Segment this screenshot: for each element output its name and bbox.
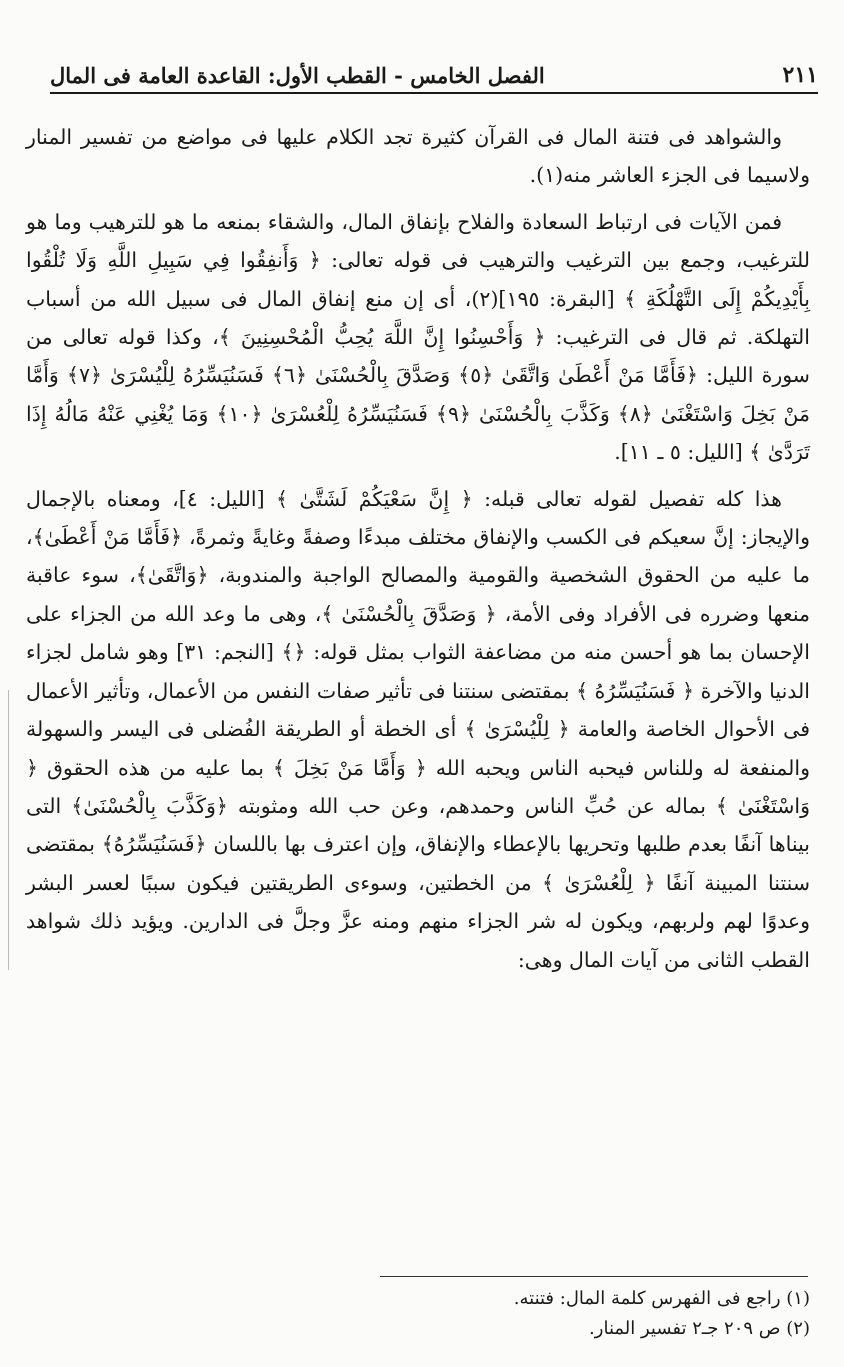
- paragraph-verses: فمن الآيات فى ارتباط السعادة والفلاح بإنفاق المال، والشقاء بمنعه ما هو للترهيب وما هو للترغيب، وجمع بين الترغيب والترهيب فى قوله تعالى: ﴿ وَأَنفِقُوا فِي سَبِيلِ اللَّهِ وَلَا تُلْقُوا بِأَيْدِيكُمْ إِلَى التَّهْلُكَةِ ﴾ [البقرة: ١٩٥](٢)، أى إن منع إنفاق المال فى سبيل الله من أسباب التهلكة. ثم قال فى الترغيب: ﴿ وَأَحْسِنُوا إِنَّ اللَّهَ يُحِبُّ الْمُحْسِنِينَ ﴾، وكذا قوله تعالى من سورة الليل: ﴿فَأَمَّا مَنْ أَعْطَىٰ وَاتَّقَىٰ ﴿٥﴾ وَصَدَّقَ بِالْحُسْنَىٰ ﴿٦﴾ فَسَنُيَسِّرُهُ لِلْيُسْرَىٰ ﴿٧﴾ وَأَمَّا مَنْ بَخِلَ وَاسْتَغْنَىٰ ﴿٨﴾ وَكَذَّبَ بِالْحُسْنَىٰ ﴿٩﴾ فَسَنُيَسِّرُهُ لِلْعُسْرَىٰ ﴿١٠﴾ وَمَا يُغْنِي عَنْهُ مَالُهُ إِذَا تَرَدَّىٰ ﴾ [الليل: ٥ ـ ١١].: [26, 209, 810, 465]
- paragraph-explanation: هذا كله تفصيل لقوله تعالى قبله: ﴿ إِنَّ سَعْيَكُمْ لَشَتَّىٰ ﴾ [الليل: ٤]، ومعناه بالإجمال والإيجاز: إنَّ سعيكم فى الكسب والإنفاق مختلف مبدءًا وصفةً وغايةً وثمرةً، ﴿فَأَمَّا مَنْ أَعْطَىٰ﴾، ما عليه من الحقوق الشخصية والقومية والمصالح الواجبة والمندوبة، ﴿وَاتَّقَىٰ﴾، سوء عاقبة منعها وضرره فى الأفراد وفى الأمة، ﴿ وَصَدَّقَ بِالْحُسْنَىٰ ﴾، وهى ما وعد الله من الجزاء على الإحسان بما هو أحسن منه من مضاعفة الثواب بمثل قوله: ﴿﴾ [النجم: ٣١] وهو شامل لجزاء الدنيا والآخرة ﴿ فَسَنُيَسِّرُهُ ﴾ بمقتضى سنتنا فى تأثير صفات النفس من الأعمال، وتأثير الأعمال فى الأحوال الخاصة والعامة ﴿ لِلْيُسْرَىٰ ﴾ أى الخطة أو الطريقة الفُضلى فى اليسر والسهولة والمنفعة له وللناس فيحبه الناس ويحبه الله ﴿ وَأَمَّا مَنْ بَخِلَ ﴾ بما عليه من هذه الحقوق ﴿ وَاسْتَغْنَىٰ ﴾ بماله عن حُبِّ الناس وحمدهم، وعن حب الله ومثوبته ﴿وَكَذَّبَ بِالْحُسْنَىٰ﴾ التى بيناها آنفًا بعدم طلبها وتحريها بالإعطاء والإنفاق، وإن اعترف بها باللسان ﴿فَسَنُيَسِّرُهُ﴾ بمقتضى سنتنا المبينة آنفًا ﴿ لِلْعُسْرَىٰ ﴾ من الخطتين، وسوءى الطريقتين فيكون سببًا لعسر البشر وعدوًا لهم ولربهم، ويكون له شر الجزاء منهم ومنه عزَّ وجلَّ فى الدارين. ويؤيد ذلك شواهد القطب الثانى من آيات المال وهى:: [26, 486, 810, 972]
- running-header: [50, 56, 818, 94]
- paragraph-intro: والشواهد فى فتنة المال فى القرآن كثيرة تجد الكلام عليها فى مواضع من تفسير المنار ولاسيما فى الجزء العاشر منه(١).: [26, 125, 810, 188]
- main-text: [26, 118, 810, 987]
- footnote-2: (٢) ص ٢٠٩ جـ٢ تفسير المنار.: [589, 1318, 810, 1339]
- footnotes: [310, 1284, 810, 1344]
- chapter-title: الفصل الخامس - القطب الأول: القاعدة العامة فى المال: [50, 63, 545, 88]
- page-number: ٢١١: [782, 62, 818, 88]
- scan-edge-line: [8, 690, 9, 970]
- footnote-divider: [380, 1276, 808, 1277]
- footnote-1: (١) راجع فى الفهرس كلمة المال: فتنته.: [513, 1288, 810, 1309]
